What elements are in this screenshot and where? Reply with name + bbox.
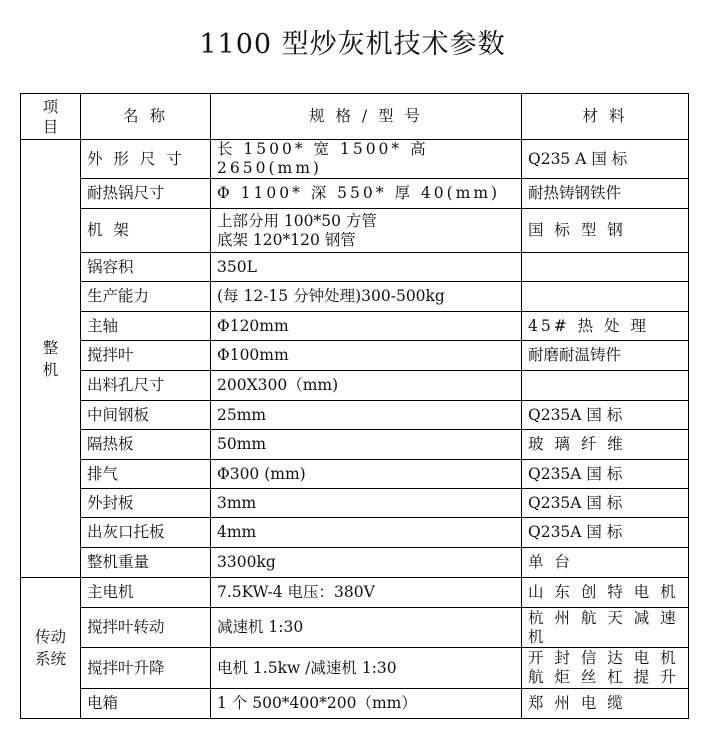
row-material: Q235A 国 标 — [522, 401, 689, 430]
row-spec: 25mm — [211, 401, 522, 430]
row-material: 单 台 — [522, 548, 689, 578]
row-name: 锅容积 — [81, 253, 211, 282]
row-name: 外 形 尺 寸 — [81, 140, 211, 179]
table-row — [21, 341, 689, 371]
row-name: 隔热板 — [81, 430, 211, 460]
spec-table-body — [21, 94, 689, 719]
row-name: 出灰口托板 — [81, 518, 211, 548]
row-spec: Φ120mm — [211, 312, 522, 341]
table-row — [21, 689, 689, 719]
table-row — [21, 578, 689, 608]
row-spec: 电机 1.5kw /减速机 1:30 — [211, 648, 522, 689]
row-name: 搅拌叶升降 — [81, 648, 211, 689]
row-spec: 1 个 500*400*200（mm） — [211, 689, 522, 719]
row-material: 玻 璃 纤 维 — [522, 430, 689, 460]
row-name: 电箱 — [81, 689, 211, 719]
row-name: 生产能力 — [81, 282, 211, 312]
row-spec: 上部分用 100*50 方管 底架 120*120 钢管 — [211, 209, 522, 253]
row-spec: 长 1500* 宽 1500* 高 2650(mm) — [211, 140, 522, 179]
row-spec: (每 12-15 分钟处理)300-500kg — [211, 282, 522, 312]
row-spec: 200X300（mm) — [211, 371, 522, 401]
row-name: 耐热锅尺寸 — [81, 179, 211, 209]
row-spec: Φ 1100* 深 550* 厚 40(mm) — [211, 179, 522, 209]
document-title: 1100 型炒灰机技术参数 — [199, 29, 506, 60]
row-name: 外封板 — [81, 489, 211, 518]
table-row — [21, 209, 689, 253]
row-material: 耐磨耐温铸件 — [522, 341, 689, 371]
row-spec: Φ100mm — [211, 341, 522, 371]
row-name: 中间钢板 — [81, 401, 211, 430]
row-material: 杭 州 航 天 减 速 机 — [522, 608, 689, 648]
row-name: 主电机 — [81, 578, 211, 608]
table-row — [21, 179, 689, 209]
row-material: 山 东 创 特 电 机 — [522, 578, 689, 608]
table-row — [21, 608, 689, 648]
table-row — [21, 548, 689, 578]
row-spec: 减速机 1:30 — [211, 608, 522, 648]
row-material: Q235A 国 标 — [522, 518, 689, 548]
row-material: Q235A 国 标 — [522, 489, 689, 518]
table-row — [21, 371, 689, 401]
row-name: 机 架 — [81, 209, 211, 253]
table-row — [21, 282, 689, 312]
row-spec: 50mm — [211, 430, 522, 460]
row-name: 出料孔尺寸 — [81, 371, 211, 401]
row-material — [522, 371, 689, 401]
row-material: 45# 热 处 理 — [522, 312, 689, 341]
table-row — [21, 518, 689, 548]
row-material: 耐热铸钢铁件 — [522, 179, 689, 209]
header-spec: 规 格 / 型 号 — [211, 94, 522, 140]
group-drive-system: 传动 系统 — [21, 578, 81, 719]
table-row — [21, 253, 689, 282]
table-header-row — [21, 94, 689, 140]
table-row — [21, 489, 689, 518]
row-spec: 7.5KW-4 电压：380V — [211, 578, 522, 608]
row-spec: 350L — [211, 253, 522, 282]
row-material: 国 标 型 钢 — [522, 209, 689, 253]
row-name: 整机重量 — [81, 548, 211, 578]
row-name: 搅拌叶转动 — [81, 608, 211, 648]
row-spec: 3300kg — [211, 548, 522, 578]
header-item: 项 目 — [21, 94, 81, 140]
table-row — [21, 648, 689, 689]
row-material: 郑 州 电 缆 — [522, 689, 689, 719]
row-material: Q235A 国 标 — [522, 460, 689, 489]
row-name: 搅拌叶 — [81, 341, 211, 371]
table-row — [21, 401, 689, 430]
row-spec: 3mm — [211, 489, 522, 518]
row-spec: Φ300 (mm) — [211, 460, 522, 489]
table-row — [21, 140, 689, 179]
row-name: 主轴 — [81, 312, 211, 341]
header-material: 材 料 — [522, 94, 689, 140]
table-row — [21, 430, 689, 460]
table-row — [21, 460, 689, 489]
table-row — [21, 312, 689, 341]
spec-table — [20, 93, 689, 719]
row-material: Q235 A 国 标 — [522, 140, 689, 179]
row-material: 开 封 信 达 电 机 航 炬 丝 杠 提 升 — [522, 648, 689, 689]
row-material — [522, 253, 689, 282]
group-machine: 整 机 — [21, 140, 81, 578]
header-name: 名 称 — [81, 94, 211, 140]
row-name: 排气 — [81, 460, 211, 489]
row-spec: 4mm — [211, 518, 522, 548]
row-material — [522, 282, 689, 312]
